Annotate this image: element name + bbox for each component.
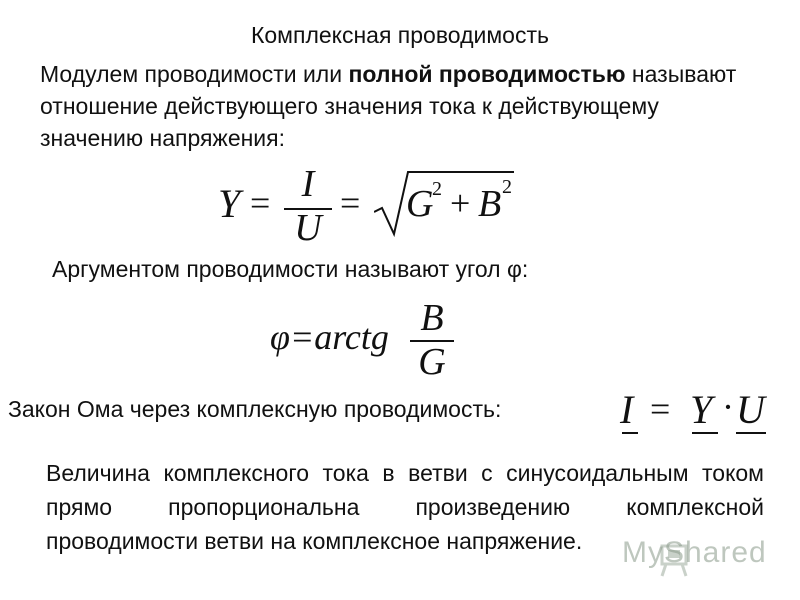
formula1-equals-2: = <box>340 183 361 223</box>
argument-paragraph: Аргументом проводимости называют угол φ: <box>52 256 529 282</box>
formula1-equals: = <box>250 183 271 223</box>
formula3-i: I <box>620 387 634 432</box>
definition-bold-term: полной проводимостью <box>348 61 626 87</box>
watermark-text: MyShared <box>622 536 767 569</box>
formula3-i-underline <box>622 432 638 434</box>
formula2-denominator: G <box>418 341 446 383</box>
definition-text-2: называют отношение действующего значения тока к действующему значению напряжения: <box>40 61 737 151</box>
ohm-law-formula <box>612 386 782 446</box>
formula3-equals: = <box>650 389 671 429</box>
admittance-formula <box>210 162 510 252</box>
formula3-u: U <box>736 387 765 432</box>
ohm-law-paragraph: Закон Ома через комплексную проводимость: <box>8 396 502 422</box>
definition-paragraph <box>40 58 740 154</box>
page-title: Комплексная проводимость <box>250 22 549 48</box>
definition-text-1: Модулем проводимости или <box>40 61 349 87</box>
formula1-numerator: I <box>301 163 315 205</box>
formula3-y: Y <box>690 387 713 432</box>
formula2-expression: φ=arctg <box>270 317 389 357</box>
formula1-b: B <box>478 183 502 225</box>
formula1-denominator: U <box>294 207 322 249</box>
formula1-g: G <box>406 183 434 225</box>
formula3-u-underline <box>736 432 766 434</box>
formula1-b-exponent: 2 <box>502 176 512 198</box>
formula1-plus: + <box>450 183 471 223</box>
formula3-dot: · <box>722 387 734 427</box>
formula1-lhs: Y <box>218 181 241 226</box>
conclusion-paragraph: Величина комплексного тока в ветви с синусоидальным током прямо пропорциональна произведению комплексной проводимости ветви на комплексное напряжение. <box>46 460 764 554</box>
formula1-g-exponent: 2 <box>432 178 442 200</box>
formula3-y-underline <box>692 432 718 434</box>
argument-formula <box>266 296 486 386</box>
formula2-numerator: B <box>420 297 444 339</box>
